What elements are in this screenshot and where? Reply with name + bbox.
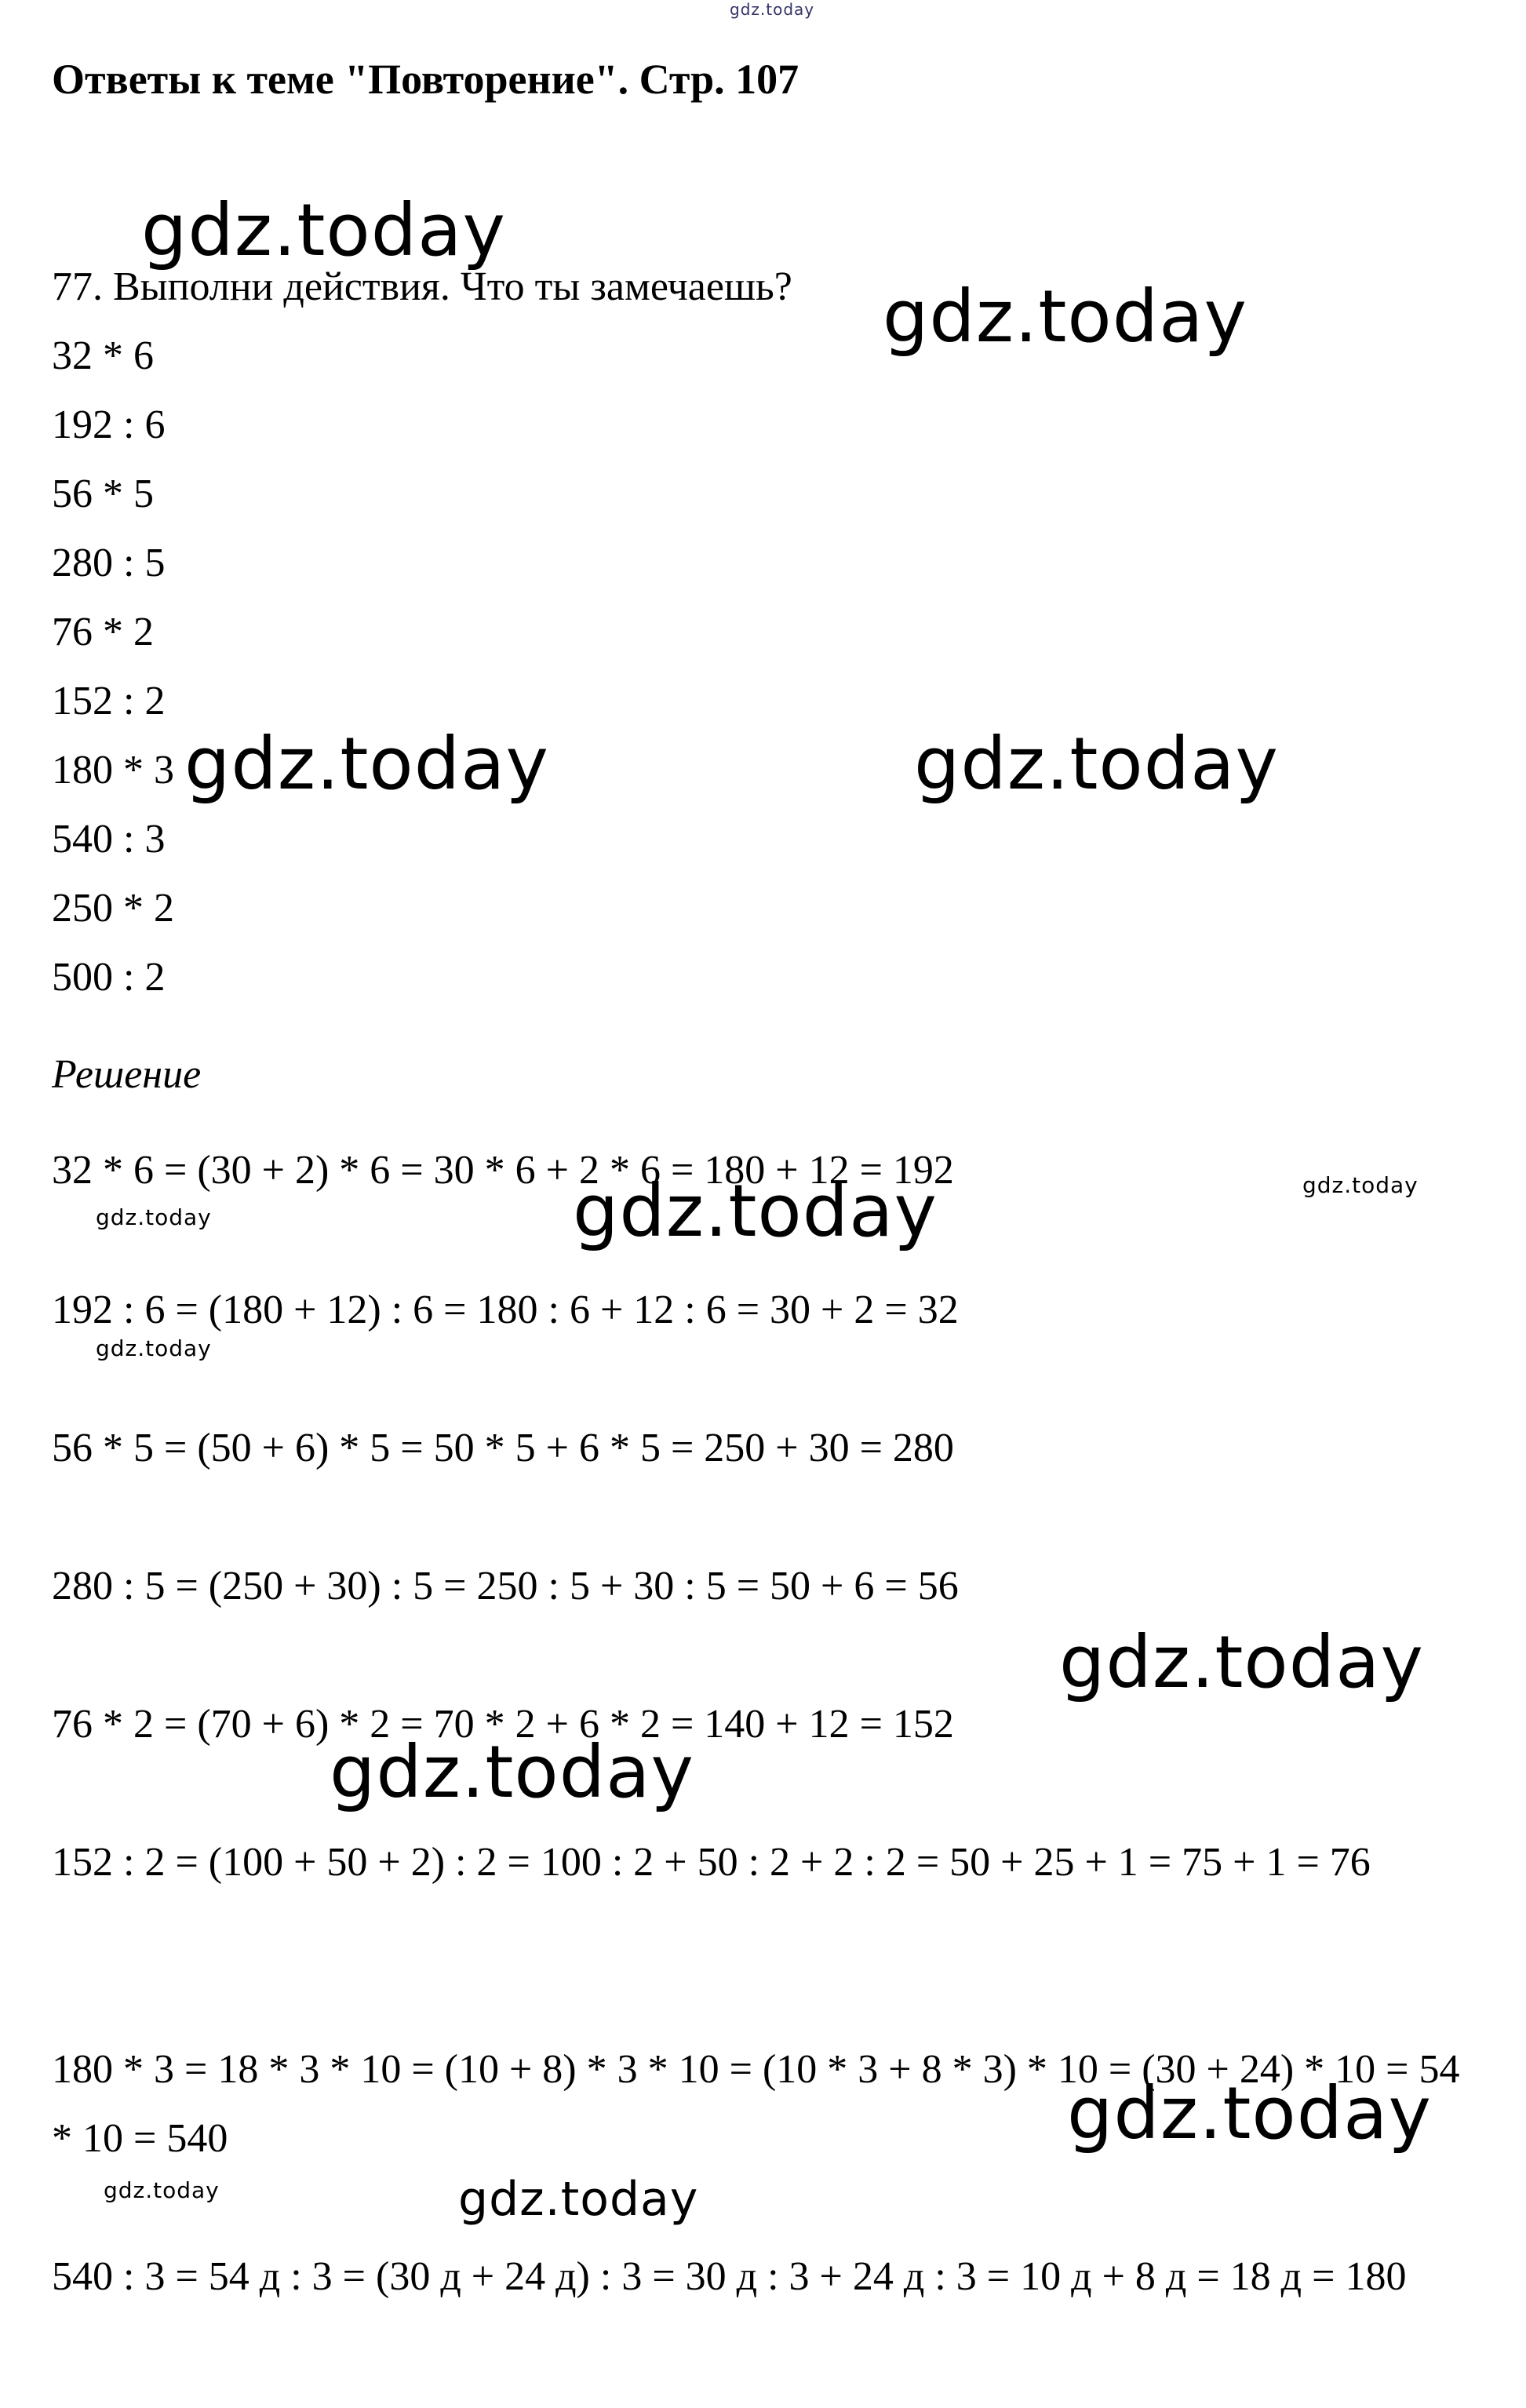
solution-line: 540 : 3 = 54 д : 3 = (30 д + 24 д) : 3 = 30 д : 3 + 24 д : 3 = 10 д + 8 д = 18 д = 180 bbox=[52, 2254, 1407, 2299]
expression-item: 250 * 2 bbox=[52, 886, 174, 931]
watermark: gdz.today bbox=[96, 1335, 212, 1361]
solution-heading: Решение bbox=[52, 1052, 202, 1097]
expression-item: 500 : 2 bbox=[52, 955, 166, 1000]
watermark: gdz.today bbox=[883, 275, 1247, 359]
solution-line: 76 * 2 = (70 + 6) * 2 = 70 * 2 + 6 * 2 = 140 + 12 = 152 bbox=[52, 1702, 954, 1747]
watermark: gdz.today bbox=[184, 722, 549, 806]
solution-line: 180 * 3 = 18 * 3 * 10 = (10 + 8) * 3 * 10 = (10 * 3 + 8 * 3) * 10 = (30 + 24) * 10 = 54 * 10 = 540 bbox=[52, 2047, 1460, 2161]
watermark: gdz.today bbox=[573, 1169, 938, 1253]
solution-line: 192 : 6 = (180 + 12) : 6 = 180 : 6 + 12 : 6 = 30 + 2 = 32 bbox=[52, 1288, 959, 1332]
watermark: gdz.today bbox=[458, 2172, 699, 2227]
watermark: gdz.today bbox=[104, 2177, 220, 2203]
solution-line: 280 : 5 = (250 + 30) : 5 = 250 : 5 + 30 : 5 = 50 + 6 = 56 bbox=[52, 1564, 959, 1608]
watermark: gdz.today bbox=[1302, 1172, 1419, 1198]
expression-item: 192 : 6 bbox=[52, 403, 166, 447]
solution-line: 152 : 2 = (100 + 50 + 2) : 2 = 100 : 2 + 50 : 2 + 2 : 2 = 50 + 25 + 1 = 75 + 1 = 76 bbox=[52, 1840, 1371, 1885]
watermark: gdz.today bbox=[730, 0, 815, 19]
expression-item: 280 : 5 bbox=[52, 541, 166, 585]
solution-line: 56 * 5 = (50 + 6) * 5 = 50 * 5 + 6 * 5 = 250 + 30 = 280 bbox=[52, 1426, 954, 1470]
watermark: gdz.today bbox=[330, 1730, 694, 1814]
solution-line: 32 * 6 = (30 + 2) * 6 = 30 * 6 + 2 * 6 = 180 + 12 = 192 bbox=[52, 1148, 954, 1193]
expression-item: 152 : 2 bbox=[52, 679, 166, 723]
expression-item: 56 * 5 bbox=[52, 472, 154, 516]
watermark: gdz.today bbox=[1059, 1620, 1424, 1704]
watermark: gdz.today bbox=[141, 188, 506, 272]
watermark: gdz.today bbox=[914, 722, 1279, 806]
expression-item: 180 * 3 bbox=[52, 748, 174, 792]
expression-item: 32 * 6 bbox=[52, 333, 154, 378]
task-question: 77. Выполни действия. Что ты замечаешь? bbox=[52, 264, 792, 309]
watermark: gdz.today bbox=[96, 1204, 212, 1230]
expression-item: 540 : 3 bbox=[52, 817, 166, 862]
watermark: gdz.today bbox=[1067, 2071, 1432, 2155]
expression-item: 76 * 2 bbox=[52, 610, 154, 654]
page-title: Ответы к теме "Повторение". Стр. 107 bbox=[52, 56, 799, 103]
